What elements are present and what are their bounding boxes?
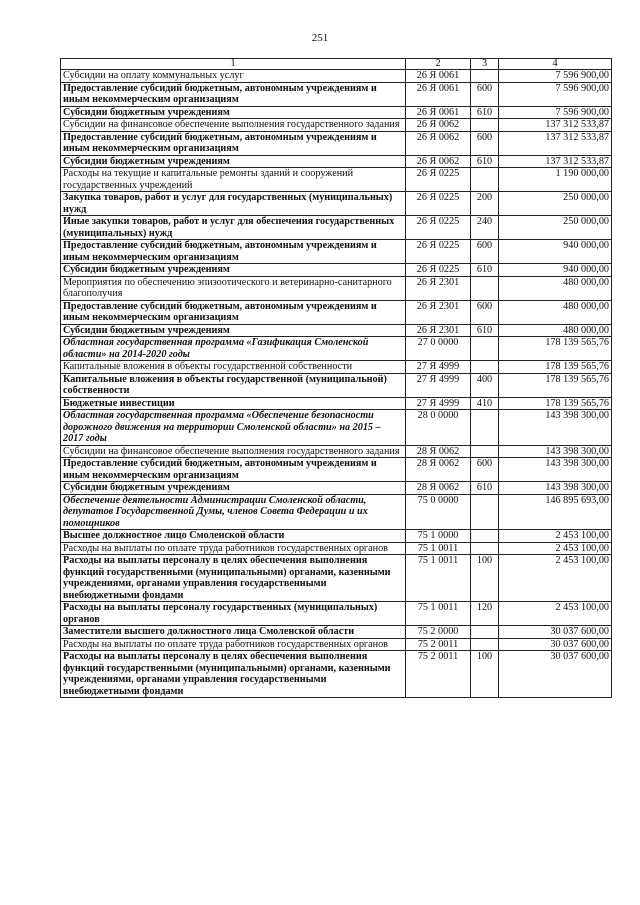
row-amount-cell: 1 190 000,00 (499, 168, 612, 192)
row-name-cell: Иные закупки товаров, работ и услуг для обеспечения государственных (муниципальных) нужд (61, 216, 406, 240)
row-name-cell: Субсидии бюджетным учреждениям (61, 324, 406, 337)
row-code-cell: 27 Я 4999 (406, 373, 471, 397)
table-row (61, 106, 612, 119)
row-code-cell: 28 Я 0062 (406, 458, 471, 482)
row-name-cell: Субсидии на финансовое обеспечение выполнения государственного задания (61, 119, 406, 132)
table-row (61, 168, 612, 192)
row-amount-cell: 2 453 100,00 (499, 530, 612, 543)
row-code-cell: 26 Я 0061 (406, 106, 471, 119)
table-row (61, 82, 612, 106)
row-amount-cell: 146 895 693,00 (499, 494, 612, 530)
row-amount-cell: 480 000,00 (499, 324, 612, 337)
row-expense-type-cell (471, 530, 499, 543)
row-expense-type-cell (471, 494, 499, 530)
table-row (61, 542, 612, 555)
table-row (61, 651, 612, 698)
row-name-cell: Капитальные вложения в объекты государственной (муниципальной) собственности (61, 373, 406, 397)
table-row (61, 300, 612, 324)
row-expense-type-cell: 600 (471, 131, 499, 155)
table-row (61, 445, 612, 458)
row-code-cell: 27 0 0000 (406, 337, 471, 361)
column-header-1: 1 (61, 59, 406, 70)
row-expense-type-cell (471, 410, 499, 446)
row-expense-type-cell (471, 168, 499, 192)
table-row (61, 482, 612, 495)
row-amount-cell: 2 453 100,00 (499, 542, 612, 555)
row-amount-cell: 250 000,00 (499, 192, 612, 216)
row-amount-cell: 480 000,00 (499, 276, 612, 300)
row-amount-cell: 143 398 300,00 (499, 482, 612, 495)
row-amount-cell: 7 596 900,00 (499, 106, 612, 119)
row-amount-cell: 178 139 565,76 (499, 337, 612, 361)
row-code-cell: 75 2 0000 (406, 626, 471, 639)
row-code-cell: 27 Я 4999 (406, 361, 471, 374)
row-code-cell: 75 1 0000 (406, 530, 471, 543)
row-name-cell: Высшее должностное лицо Смоленской области (61, 530, 406, 543)
row-code-cell: 26 Я 0062 (406, 119, 471, 132)
table-row (61, 494, 612, 530)
row-name-cell: Расходы на выплаты по оплате труда работников государственных органов (61, 638, 406, 651)
row-code-cell: 26 Я 0225 (406, 168, 471, 192)
table-header-row (61, 59, 612, 70)
row-amount-cell: 7 596 900,00 (499, 82, 612, 106)
row-expense-type-cell: 240 (471, 216, 499, 240)
row-amount-cell: 178 139 565,76 (499, 397, 612, 410)
row-expense-type-cell: 600 (471, 82, 499, 106)
table-row (61, 131, 612, 155)
table-body (61, 70, 612, 698)
page-number: 251 (311, 32, 329, 44)
table-row (61, 155, 612, 168)
row-amount-cell: 480 000,00 (499, 300, 612, 324)
row-expense-type-cell: 120 (471, 602, 499, 626)
row-expense-type-cell: 610 (471, 264, 499, 277)
row-amount-cell: 940 000,00 (499, 240, 612, 264)
row-expense-type-cell: 610 (471, 155, 499, 168)
row-name-cell: Предоставление субсидий бюджетным, автономным учреждениям и иным некоммерческим организациям (61, 82, 406, 106)
row-name-cell: Субсидии бюджетным учреждениям (61, 482, 406, 495)
row-name-cell: Капитальные вложения в объекты государственной собственности (61, 361, 406, 374)
row-code-cell: 26 Я 0061 (406, 82, 471, 106)
row-amount-cell: 178 139 565,76 (499, 361, 612, 374)
table-row (61, 240, 612, 264)
row-name-cell: Расходы на выплаты персоналу в целях обеспечения выполнения функций государственными (муниципальными) органами, казенными учреждениями, органами управления государственными внебюджетными фондами (61, 555, 406, 602)
row-expense-type-cell (471, 276, 499, 300)
row-expense-type-cell (471, 119, 499, 132)
row-amount-cell: 2 453 100,00 (499, 555, 612, 602)
row-name-cell: Субсидии на оплату коммунальных услуг (61, 70, 406, 83)
column-header-2: 2 (406, 59, 471, 70)
row-expense-type-cell: 410 (471, 397, 499, 410)
row-amount-cell: 7 596 900,00 (499, 70, 612, 83)
row-code-cell: 75 2 0011 (406, 638, 471, 651)
table-row (61, 192, 612, 216)
row-name-cell: Субсидии бюджетным учреждениям (61, 155, 406, 168)
table-row (61, 530, 612, 543)
table-row (61, 458, 612, 482)
table-row (61, 397, 612, 410)
row-expense-type-cell (471, 445, 499, 458)
table-row (61, 626, 612, 639)
row-expense-type-cell: 600 (471, 458, 499, 482)
row-name-cell: Предоставление субсидий бюджетным, автономным учреждениям и иным некоммерческим организациям (61, 131, 406, 155)
row-name-cell: Расходы на выплаты персоналу государственных (муниципальных) органов (61, 602, 406, 626)
row-code-cell: 26 Я 2301 (406, 324, 471, 337)
row-name-cell: Закупка товаров, работ и услуг для государственных (муниципальных) нужд (61, 192, 406, 216)
row-name-cell: Обеспечение деятельности Администрации Смоленской области, депутатов Государственной Думы, членов Совета Федерации и их помощников (61, 494, 406, 530)
budget-table (60, 58, 612, 698)
row-code-cell: 26 Я 0225 (406, 216, 471, 240)
row-name-cell: Предоставление субсидий бюджетным, автономным учреждениям и иным некоммерческим организациям (61, 300, 406, 324)
row-expense-type-cell: 400 (471, 373, 499, 397)
row-code-cell: 26 Я 2301 (406, 300, 471, 324)
row-code-cell: 27 Я 4999 (406, 397, 471, 410)
row-name-cell: Предоставление субсидий бюджетным, автономным учреждениям и иным некоммерческим организациям (61, 240, 406, 264)
row-code-cell: 26 Я 0225 (406, 240, 471, 264)
row-amount-cell: 143 398 300,00 (499, 445, 612, 458)
row-expense-type-cell (471, 638, 499, 651)
table-row (61, 361, 612, 374)
row-amount-cell: 137 312 533,87 (499, 131, 612, 155)
row-amount-cell: 250 000,00 (499, 216, 612, 240)
row-expense-type-cell: 600 (471, 240, 499, 264)
row-expense-type-cell: 100 (471, 555, 499, 602)
row-code-cell: 26 Я 0225 (406, 264, 471, 277)
row-name-cell: Мероприятия по обеспечению эпизоотического и ветеринарно-санитарного благополучия (61, 276, 406, 300)
row-code-cell: 75 0 0000 (406, 494, 471, 530)
row-amount-cell: 940 000,00 (499, 264, 612, 277)
row-expense-type-cell: 610 (471, 324, 499, 337)
row-code-cell: 75 1 0011 (406, 555, 471, 602)
row-amount-cell: 137 312 533,87 (499, 155, 612, 168)
row-name-cell: Субсидии бюджетным учреждениям (61, 106, 406, 119)
table-row (61, 276, 612, 300)
column-header-4: 4 (499, 59, 612, 70)
row-code-cell: 26 Я 0062 (406, 155, 471, 168)
row-code-cell: 26 Я 0062 (406, 131, 471, 155)
row-name-cell: Субсидии бюджетным учреждениям (61, 264, 406, 277)
row-code-cell: 26 Я 2301 (406, 276, 471, 300)
row-amount-cell: 30 037 600,00 (499, 651, 612, 698)
row-amount-cell: 178 139 565,76 (499, 373, 612, 397)
row-amount-cell: 143 398 300,00 (499, 410, 612, 446)
table-row (61, 555, 612, 602)
table-row (61, 264, 612, 277)
table-row (61, 337, 612, 361)
row-amount-cell: 30 037 600,00 (499, 638, 612, 651)
row-code-cell: 75 1 0011 (406, 542, 471, 555)
row-expense-type-cell: 600 (471, 300, 499, 324)
row-name-cell: Областная государственная программа «Газификация Смоленской области» на 2014-2020 годы (61, 337, 406, 361)
table-row (61, 638, 612, 651)
row-amount-cell: 30 037 600,00 (499, 626, 612, 639)
row-name-cell: Областная государственная программа «Обеспечение безопасности дорожного движения на территории Смоленской области» на 2015 – 2017 годы (61, 410, 406, 446)
row-name-cell: Расходы на текущие и капитальные ремонты зданий и сооружений государственных учреждений (61, 168, 406, 192)
row-expense-type-cell: 610 (471, 106, 499, 119)
row-amount-cell: 2 453 100,00 (499, 602, 612, 626)
table-row (61, 216, 612, 240)
row-name-cell: Бюджетные инвестиции (61, 397, 406, 410)
row-code-cell: 75 2 0011 (406, 651, 471, 698)
row-code-cell: 26 Я 0225 (406, 192, 471, 216)
row-expense-type-cell (471, 626, 499, 639)
column-header-3: 3 (471, 59, 499, 70)
row-expense-type-cell (471, 542, 499, 555)
row-expense-type-cell: 610 (471, 482, 499, 495)
row-name-cell: Субсидии на финансовое обеспечение выполнения государственного задания (61, 445, 406, 458)
row-expense-type-cell: 200 (471, 192, 499, 216)
table-row (61, 373, 612, 397)
row-expense-type-cell (471, 70, 499, 83)
row-expense-type-cell: 100 (471, 651, 499, 698)
row-amount-cell: 143 398 300,00 (499, 458, 612, 482)
row-code-cell: 28 Я 0062 (406, 445, 471, 458)
table-row (61, 119, 612, 132)
row-name-cell: Расходы на выплаты по оплате труда работников государственных органов (61, 542, 406, 555)
table-row (61, 324, 612, 337)
table-row (61, 602, 612, 626)
row-code-cell: 75 1 0011 (406, 602, 471, 626)
row-code-cell: 28 Я 0062 (406, 482, 471, 495)
row-expense-type-cell (471, 337, 499, 361)
row-name-cell: Предоставление субсидий бюджетным, автономным учреждениям и иным некоммерческим организациям (61, 458, 406, 482)
row-name-cell: Расходы на выплаты персоналу в целях обеспечения выполнения функций государственными (муниципальными) органами, казенными учреждениями, органами управления государственными внебюджетными фондами (61, 651, 406, 698)
row-amount-cell: 137 312 533,87 (499, 119, 612, 132)
row-expense-type-cell (471, 361, 499, 374)
row-name-cell: Заместители высшего должностного лица Смоленской области (61, 626, 406, 639)
table-row (61, 410, 612, 446)
row-code-cell: 26 Я 0061 (406, 70, 471, 83)
row-code-cell: 28 0 0000 (406, 410, 471, 446)
table-row (61, 70, 612, 83)
